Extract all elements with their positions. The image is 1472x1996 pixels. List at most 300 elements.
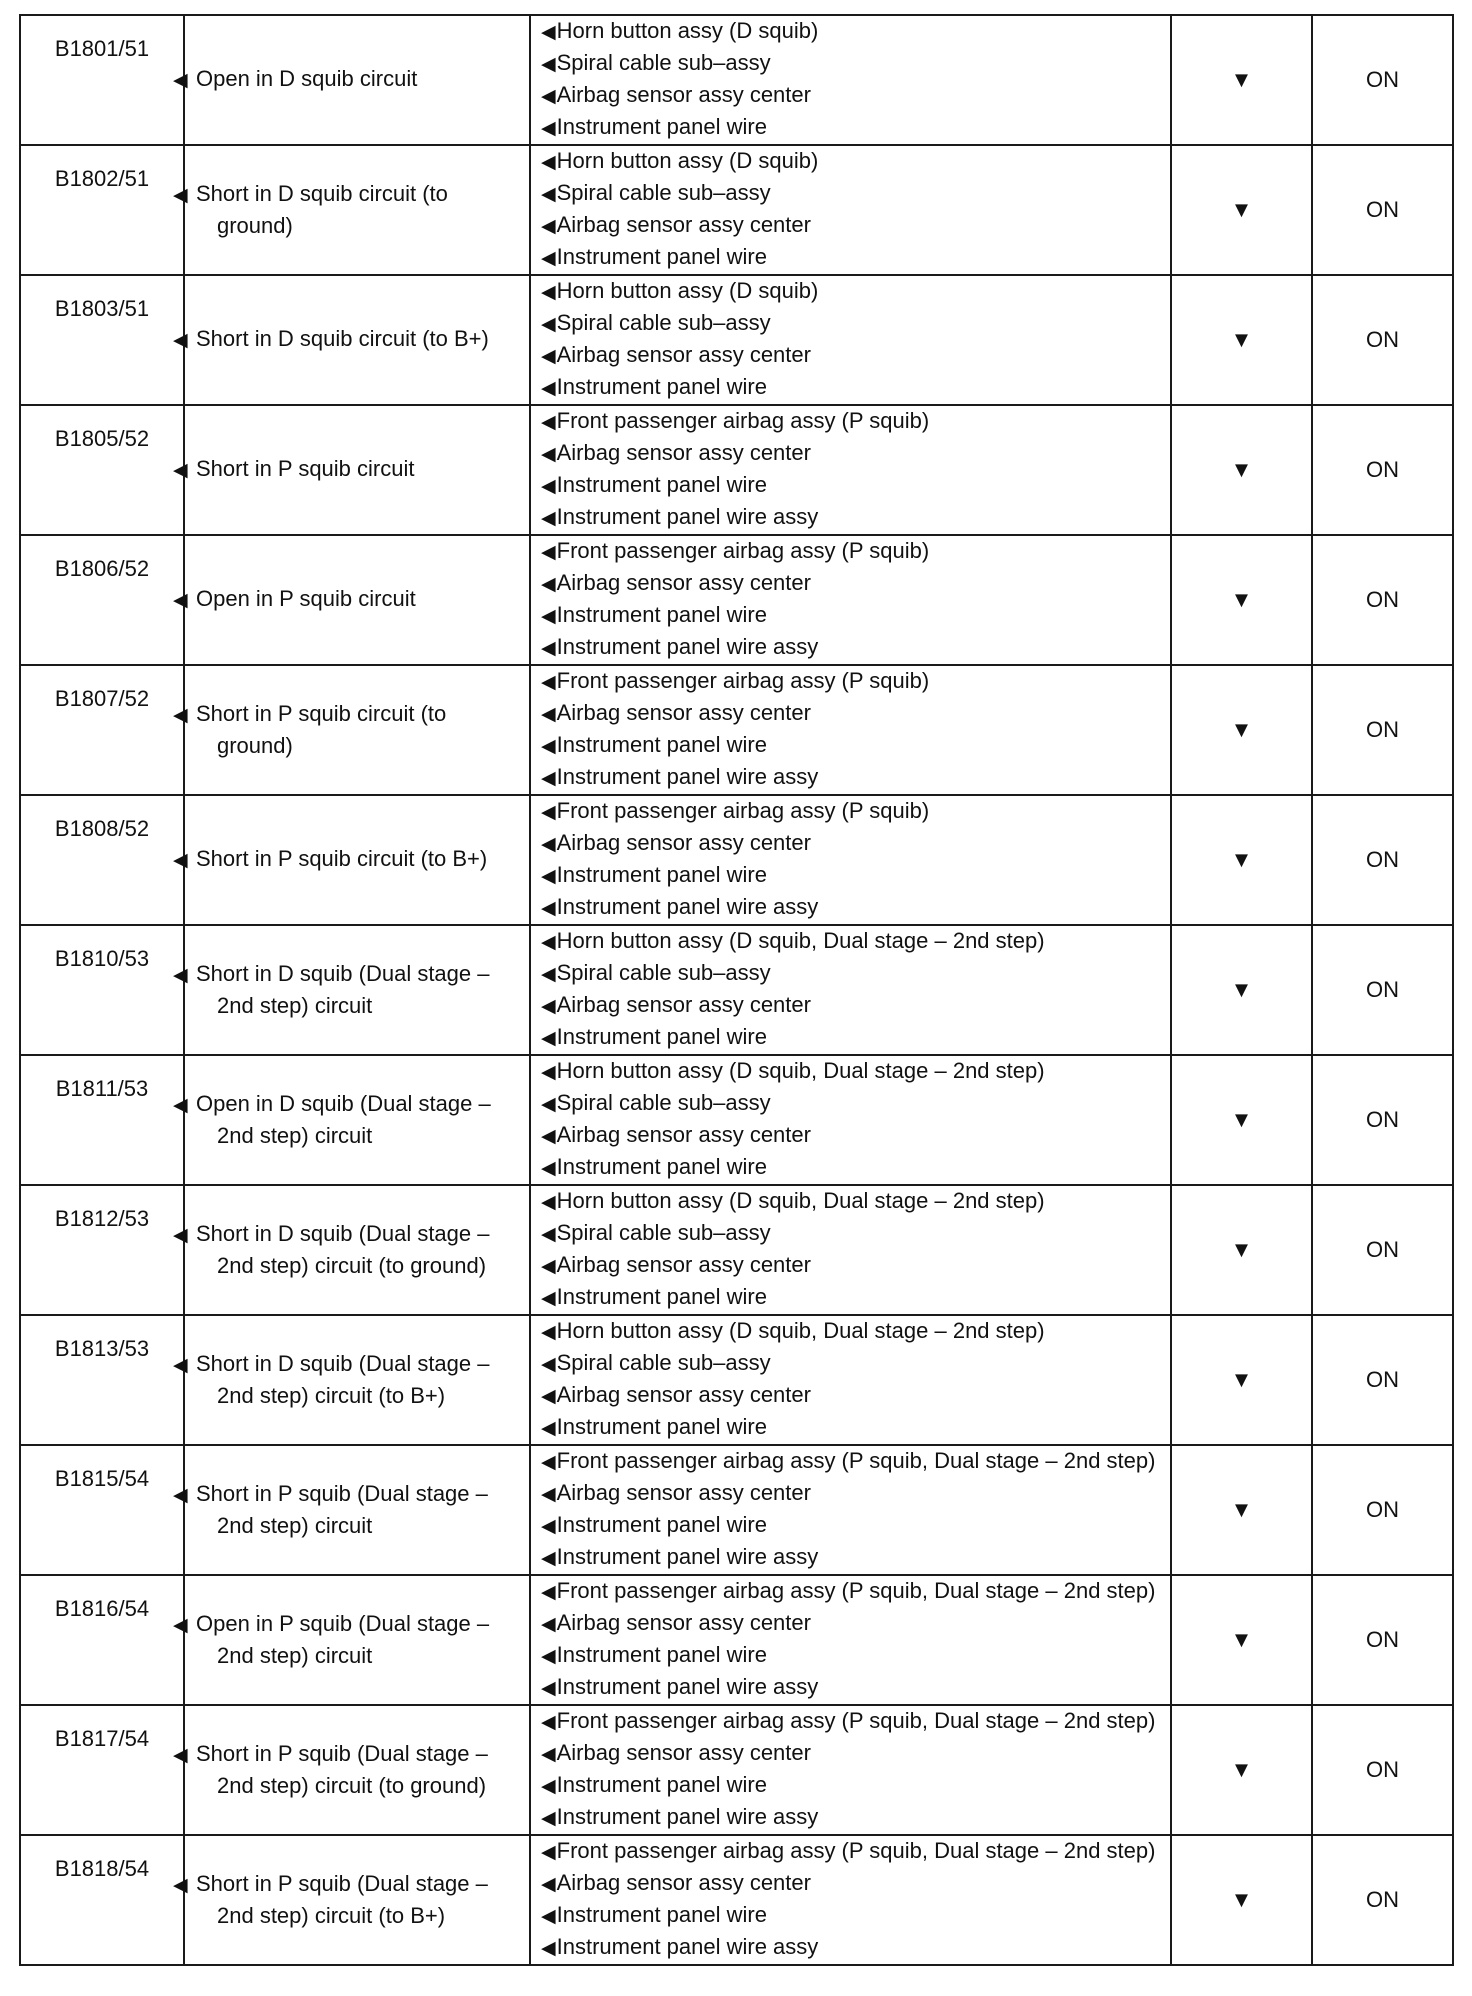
- dtc-code-cell: [20, 275, 184, 405]
- trouble-area-cell: [530, 1835, 1171, 1965]
- trouble-area-item: [541, 146, 1170, 178]
- dtc-code-cell: [20, 925, 184, 1055]
- table-row: [20, 1185, 1453, 1315]
- bullet-icon: ◀: [541, 834, 556, 855]
- warning-light-cell: [1312, 665, 1453, 795]
- bullet-icon: ◀: [541, 22, 556, 43]
- trouble-area-text: Instrument panel wire assy: [556, 1544, 819, 1569]
- bullet-icon: ◀: [541, 866, 556, 887]
- trouble-area-item: [541, 406, 1170, 438]
- triangle-down-icon: ▼: [1230, 1237, 1253, 1262]
- table-row: [20, 15, 1453, 145]
- detection-item-cell: [173, 405, 530, 535]
- trouble-area-item: [541, 1608, 1170, 1640]
- bullet-icon: ◀: [541, 606, 556, 627]
- bullet-icon: ◀: [541, 736, 556, 757]
- trouble-area-text: Instrument panel wire: [556, 244, 767, 269]
- memory-mark-cell: [1171, 1445, 1312, 1575]
- trouble-area-text: Front passenger airbag assy (P squib, Dual stage – 2nd step): [556, 1708, 1156, 1733]
- dtc-code: B1803/51: [54, 296, 150, 321]
- trouble-area-item: [541, 730, 1170, 762]
- trouble-area-item: [541, 340, 1170, 372]
- trouble-area-item: [541, 666, 1170, 698]
- dtc-code: B1810/53: [54, 946, 150, 971]
- trouble-area-item: [541, 1770, 1170, 1802]
- trouble-area-cell: [530, 535, 1171, 665]
- detection-item-cell: [173, 1705, 530, 1835]
- table-row: [20, 405, 1453, 535]
- bullet-icon: ◀: [541, 1582, 556, 1603]
- triangle-down-icon: ▼: [1230, 847, 1253, 872]
- warning-light-cell: [1312, 1575, 1453, 1705]
- trouble-area-item: [541, 1446, 1170, 1478]
- bullet-icon: ◀: [541, 996, 556, 1017]
- trouble-area-item: [541, 178, 1170, 210]
- bullet-icon: ◀: [541, 1484, 556, 1505]
- bullet-icon: ◀: [541, 248, 556, 269]
- triangle-down-icon: ▼: [1230, 457, 1253, 482]
- bullet-icon: ◀: [541, 476, 556, 497]
- memory-mark-cell: [1171, 15, 1312, 145]
- trouble-area-item: [541, 1056, 1170, 1088]
- detection-item-text: Short in P squib (Dual stage – 2nd step) circuit (to ground): [196, 1741, 488, 1798]
- bullet-icon: ◀: [541, 412, 556, 433]
- triangle-down-icon: ▼: [1230, 1497, 1253, 1522]
- trouble-area-item: [541, 1380, 1170, 1412]
- trouble-area-item: [541, 536, 1170, 568]
- triangle-down-icon: ▼: [1230, 1757, 1253, 1782]
- trouble-area-text: Instrument panel wire: [556, 374, 767, 399]
- trouble-area-text: Instrument panel wire: [556, 862, 767, 887]
- trouble-area-text: Front passenger airbag assy (P squib): [556, 408, 930, 433]
- warning-light-status: ON: [1366, 1627, 1399, 1652]
- trouble-area-cell: [530, 1445, 1171, 1575]
- trouble-area-item: [541, 308, 1170, 340]
- detection-item-text: Short in D squib (Dual stage – 2nd step) circuit (to B+): [196, 1351, 490, 1408]
- detection-item: ◀ Short in D squib circuit (to B+): [173, 326, 489, 351]
- memory-mark-cell: [1171, 795, 1312, 925]
- detection-item-cell: [173, 145, 530, 275]
- trouble-area-text: Instrument panel wire assy: [556, 894, 819, 919]
- trouble-area-text: Instrument panel wire: [556, 1284, 767, 1309]
- trouble-area-text: Airbag sensor assy center: [556, 1122, 811, 1147]
- dtc-code-cell: [20, 1835, 184, 1965]
- table-row: [20, 665, 1453, 795]
- trouble-area-text: Instrument panel wire: [556, 1902, 767, 1927]
- bullet-icon: ◀: [541, 1354, 556, 1375]
- trouble-area-cell: [530, 1705, 1171, 1835]
- trouble-area-cell: [530, 795, 1171, 925]
- trouble-area-item: [541, 958, 1170, 990]
- triangle-down-icon: ▼: [1230, 67, 1253, 92]
- memory-mark-cell: [1171, 1835, 1312, 1965]
- triangle-down-icon: ▼: [1230, 1107, 1253, 1132]
- bullet-icon: ◀: [541, 1288, 556, 1309]
- trouble-area-text: Front passenger airbag assy (P squib): [556, 668, 930, 693]
- warning-light-cell: [1312, 1315, 1453, 1445]
- detection-item-cell: [173, 1835, 530, 1965]
- detection-item: ◀ Short in P squib circuit (to ground): [173, 701, 447, 758]
- bullet-icon: ◀: [541, 1516, 556, 1537]
- bullet-icon: ◀: [541, 314, 556, 335]
- trouble-area-text: Horn button assy (D squib, Dual stage – 2nd step): [556, 1058, 1045, 1083]
- dtc-code: B1816/54: [54, 1596, 150, 1621]
- trouble-area-item: [541, 48, 1170, 80]
- trouble-area-item: [541, 502, 1170, 534]
- trouble-area-item: [541, 1186, 1170, 1218]
- trouble-area-item: [541, 470, 1170, 502]
- detection-item-text: Short in D squib circuit (to B+): [196, 326, 489, 351]
- detection-item-text: Short in P squib (Dual stage – 2nd step) circuit (to B+): [196, 1871, 488, 1928]
- dtc-table: [19, 14, 1454, 1966]
- bullet-icon: ◀: [541, 1808, 556, 1829]
- trouble-area-text: Spiral cable sub–assy: [556, 1220, 771, 1245]
- bullet-icon: ◀: [541, 1192, 556, 1213]
- detection-item-cell: [173, 1055, 530, 1185]
- trouble-area-item: [541, 80, 1170, 112]
- triangle-down-icon: ▼: [1230, 197, 1253, 222]
- trouble-area-item: [541, 16, 1170, 48]
- detection-item-text: Short in D squib circuit (to ground): [196, 181, 448, 238]
- detection-item-text: Short in P squib circuit: [196, 456, 415, 481]
- bullet-icon: ◀: [541, 1224, 556, 1245]
- trouble-area-text: Instrument panel wire: [556, 472, 767, 497]
- bullet-icon: ◀: [541, 1062, 556, 1083]
- trouble-area-text: Airbag sensor assy center: [556, 570, 811, 595]
- detection-item: ◀ Short in D squib (Dual stage – 2nd step) circuit: [173, 961, 490, 1018]
- trouble-area-item: [541, 1640, 1170, 1672]
- trouble-area-text: Instrument panel wire: [556, 1154, 767, 1179]
- trouble-area-text: Spiral cable sub–assy: [556, 1350, 771, 1375]
- trouble-area-item: [541, 1900, 1170, 1932]
- memory-mark-cell: [1171, 925, 1312, 1055]
- bullet-icon: ◀: [541, 1322, 556, 1343]
- trouble-area-text: Instrument panel wire assy: [556, 634, 819, 659]
- dtc-code: B1807/52: [54, 686, 150, 711]
- trouble-area-text: Front passenger airbag assy (P squib): [556, 798, 930, 823]
- memory-mark-cell: [1171, 145, 1312, 275]
- warning-light-cell: [1312, 1835, 1453, 1965]
- dtc-code: B1802/51: [54, 166, 150, 191]
- bullet-icon: ◀: [541, 638, 556, 659]
- trouble-area-text: Horn button assy (D squib, Dual stage – 2nd step): [556, 1318, 1045, 1343]
- detection-item-cell: [173, 925, 530, 1055]
- bullet-icon: ◀: [541, 964, 556, 985]
- bullet-icon: ◀: [541, 1614, 556, 1635]
- bullet-icon: ◀: [541, 1646, 556, 1667]
- detection-item-text: Short in P squib circuit (to ground): [196, 701, 447, 758]
- bullet-icon: ◀: [541, 898, 556, 919]
- bullet-icon: ◀: [541, 704, 556, 725]
- bullet-icon: ◀: [541, 1712, 556, 1733]
- dtc-code: B1805/52: [54, 426, 150, 451]
- trouble-area-text: Airbag sensor assy center: [556, 700, 811, 725]
- trouble-area-text: Spiral cable sub–assy: [556, 1090, 771, 1115]
- trouble-area-item: [541, 1348, 1170, 1380]
- trouble-area-text: Instrument panel wire assy: [556, 504, 819, 529]
- dtc-code-cell: [20, 535, 184, 665]
- trouble-area-item: [541, 1088, 1170, 1120]
- bullet-icon: ◀: [541, 86, 556, 107]
- dtc-code-cell: [20, 665, 184, 795]
- dtc-code-cell: [20, 795, 184, 925]
- detection-item: ◀ Short in D squib circuit (to ground): [173, 181, 448, 238]
- trouble-area-text: Instrument panel wire assy: [556, 1804, 819, 1829]
- trouble-area-text: Airbag sensor assy center: [556, 82, 811, 107]
- detection-item-cell: [173, 275, 530, 405]
- warning-light-status: ON: [1366, 1367, 1399, 1392]
- warning-light-cell: [1312, 1445, 1453, 1575]
- trouble-area-text: Instrument panel wire: [556, 1772, 767, 1797]
- table-row: [20, 795, 1453, 925]
- trouble-area-item: [541, 860, 1170, 892]
- trouble-area-item: [541, 600, 1170, 632]
- trouble-area-item: [541, 1250, 1170, 1282]
- table-row: [20, 145, 1453, 275]
- bullet-icon: ◀: [541, 54, 556, 75]
- bullet-icon: ◀: [541, 346, 556, 367]
- warning-light-cell: [1312, 145, 1453, 275]
- trouble-area-item: [541, 1510, 1170, 1542]
- triangle-down-icon: ▼: [1230, 1367, 1253, 1392]
- detection-item-text: Short in D squib (Dual stage – 2nd step) circuit: [196, 961, 490, 1018]
- warning-light-status: ON: [1366, 847, 1399, 872]
- triangle-down-icon: ▼: [1230, 587, 1253, 612]
- warning-light-status: ON: [1366, 1237, 1399, 1262]
- memory-mark-cell: [1171, 1705, 1312, 1835]
- trouble-area-item: [541, 1218, 1170, 1250]
- bullet-icon: ◀: [541, 1158, 556, 1179]
- trouble-area-text: Instrument panel wire assy: [556, 1934, 819, 1959]
- detection-item: ◀ Short in P squib circuit: [173, 456, 415, 481]
- trouble-area-text: Front passenger airbag assy (P squib): [556, 538, 930, 563]
- table-row: [20, 1055, 1453, 1185]
- dtc-code-cell: [20, 15, 184, 145]
- warning-light-status: ON: [1366, 67, 1399, 92]
- bullet-icon: ◀: [541, 802, 556, 823]
- bullet-icon: ◀: [541, 152, 556, 173]
- bullet-icon: ◀: [541, 1744, 556, 1765]
- table-row: [20, 1575, 1453, 1705]
- detection-item: ◀ Short in P squib circuit (to B+): [173, 846, 488, 871]
- bullet-icon: ◀: [541, 1548, 556, 1569]
- trouble-area-item: [541, 990, 1170, 1022]
- trouble-area-cell: [530, 665, 1171, 795]
- trouble-area-text: Instrument panel wire: [556, 1414, 767, 1439]
- triangle-down-icon: ▼: [1230, 977, 1253, 1002]
- warning-light-cell: [1312, 1185, 1453, 1315]
- bullet-icon: ◀: [541, 1094, 556, 1115]
- memory-mark-cell: [1171, 275, 1312, 405]
- dtc-code-cell: [20, 1445, 184, 1575]
- trouble-area-text: Airbag sensor assy center: [556, 342, 811, 367]
- bullet-icon: ◀: [541, 1386, 556, 1407]
- trouble-area-item: [541, 1478, 1170, 1510]
- detection-item: ◀ Short in P squib (Dual stage – 2nd step) circuit (to ground): [173, 1741, 488, 1798]
- table-row: [20, 275, 1453, 405]
- warning-light-status: ON: [1366, 1757, 1399, 1782]
- trouble-area-item: [541, 1282, 1170, 1314]
- trouble-area-text: Front passenger airbag assy (P squib, Dual stage – 2nd step): [556, 1838, 1156, 1863]
- warning-light-status: ON: [1366, 197, 1399, 222]
- detection-item-text: Short in P squib (Dual stage – 2nd step) circuit: [196, 1481, 488, 1538]
- table-row: [20, 535, 1453, 665]
- trouble-area-text: Instrument panel wire: [556, 114, 767, 139]
- detection-item-text: Open in D squib circuit: [196, 66, 418, 91]
- bullet-icon: ◀: [541, 1906, 556, 1927]
- trouble-area-text: Airbag sensor assy center: [556, 212, 811, 237]
- trouble-area-item: [541, 926, 1170, 958]
- trouble-area-item: [541, 1022, 1170, 1054]
- triangle-down-icon: ▼: [1230, 717, 1253, 742]
- trouble-area-text: Instrument panel wire: [556, 1024, 767, 1049]
- memory-mark-cell: [1171, 1315, 1312, 1445]
- trouble-area-text: Spiral cable sub–assy: [556, 310, 771, 335]
- warning-light-status: ON: [1366, 587, 1399, 612]
- trouble-area-cell: [530, 15, 1171, 145]
- trouble-area-text: Horn button assy (D squib): [556, 278, 819, 303]
- memory-mark-cell: [1171, 1055, 1312, 1185]
- bullet-icon: ◀: [541, 378, 556, 399]
- trouble-area-item: [541, 892, 1170, 924]
- detection-item-cell: [173, 1315, 530, 1445]
- detection-item-cell: [173, 665, 530, 795]
- trouble-area-text: Spiral cable sub–assy: [556, 50, 771, 75]
- trouble-area-text: Horn button assy (D squib): [556, 18, 819, 43]
- trouble-area-text: Airbag sensor assy center: [556, 1740, 811, 1765]
- bullet-icon: ◀: [541, 1126, 556, 1147]
- trouble-area-item: [541, 242, 1170, 274]
- trouble-area-item: [541, 276, 1170, 308]
- table-row: [20, 925, 1453, 1055]
- bullet-icon: ◀: [541, 672, 556, 693]
- trouble-area-text: Airbag sensor assy center: [556, 1870, 811, 1895]
- trouble-area-item: [541, 1576, 1170, 1608]
- bullet-icon: ◀: [541, 508, 556, 529]
- warning-light-cell: [1312, 1055, 1453, 1185]
- bullet-icon: ◀: [541, 118, 556, 139]
- memory-mark-cell: [1171, 1575, 1312, 1705]
- detection-item: ◀ Open in P squib (Dual stage – 2nd step) circuit: [173, 1611, 490, 1668]
- trouble-area-item: [541, 828, 1170, 860]
- dtc-code-cell: [20, 405, 184, 535]
- trouble-area-text: Instrument panel wire: [556, 1642, 767, 1667]
- warning-light-status: ON: [1366, 717, 1399, 742]
- warning-light-status: ON: [1366, 977, 1399, 1002]
- detection-item: ◀ Open in P squib circuit: [173, 586, 416, 611]
- trouble-area-item: [541, 112, 1170, 144]
- trouble-area-text: Airbag sensor assy center: [556, 1610, 811, 1635]
- trouble-area-text: Instrument panel wire: [556, 602, 767, 627]
- dtc-code: B1815/54: [54, 1466, 150, 1491]
- trouble-area-text: Spiral cable sub–assy: [556, 180, 771, 205]
- trouble-area-item: [541, 1152, 1170, 1184]
- warning-light-status: ON: [1366, 327, 1399, 352]
- bullet-icon: ◀: [541, 1874, 556, 1895]
- dtc-code: B1801/51: [54, 36, 150, 61]
- warning-light-cell: [1312, 925, 1453, 1055]
- warning-light-status: ON: [1366, 1497, 1399, 1522]
- trouble-area-cell: [530, 1315, 1171, 1445]
- dtc-code: B1811/53: [55, 1076, 149, 1101]
- detection-item: ◀ Open in D squib circuit: [173, 66, 418, 91]
- detection-item-cell: [173, 15, 530, 145]
- warning-light-status: ON: [1366, 1107, 1399, 1132]
- trouble-area-text: Spiral cable sub–assy: [556, 960, 771, 985]
- bullet-icon: ◀: [541, 282, 556, 303]
- trouble-area-item: [541, 762, 1170, 794]
- warning-light-cell: [1312, 535, 1453, 665]
- warning-light-cell: [1312, 1705, 1453, 1835]
- trouble-area-text: Airbag sensor assy center: [556, 830, 811, 855]
- trouble-area-text: Instrument panel wire assy: [556, 764, 819, 789]
- warning-light-cell: [1312, 275, 1453, 405]
- trouble-area-item: [541, 372, 1170, 404]
- bullet-icon: ◀: [541, 216, 556, 237]
- trouble-area-item: [541, 632, 1170, 664]
- trouble-area-cell: [530, 1185, 1171, 1315]
- detection-item-text: Open in D squib (Dual stage – 2nd step) circuit: [196, 1091, 491, 1148]
- detection-item-cell: [173, 1185, 530, 1315]
- trouble-area-text: Airbag sensor assy center: [556, 1480, 811, 1505]
- trouble-area-item: [541, 1868, 1170, 1900]
- detection-item-cell: [173, 1445, 530, 1575]
- trouble-area-item: [541, 210, 1170, 242]
- dtc-code-cell: [20, 1185, 184, 1315]
- trouble-area-cell: [530, 1055, 1171, 1185]
- trouble-area-text: Horn button assy (D squib, Dual stage – 2nd step): [556, 1188, 1045, 1213]
- dtc-code: B1818/54: [54, 1856, 150, 1881]
- dtc-code-cell: [20, 1315, 184, 1445]
- trouble-area-item: [541, 1738, 1170, 1770]
- dtc-code: B1806/52: [54, 556, 150, 581]
- trouble-area-item: [541, 1706, 1170, 1738]
- dtc-code: B1808/52: [54, 816, 150, 841]
- trouble-area-item: [541, 1542, 1170, 1574]
- trouble-area-item: [541, 1932, 1170, 1964]
- bullet-icon: ◀: [541, 1678, 556, 1699]
- trouble-area-item: [541, 698, 1170, 730]
- bullet-icon: ◀: [541, 444, 556, 465]
- dtc-table-body: [20, 15, 1453, 1965]
- trouble-area-text: Instrument panel wire: [556, 732, 767, 757]
- triangle-down-icon: ▼: [1230, 1887, 1253, 1912]
- warning-light-status: ON: [1366, 1887, 1399, 1912]
- bullet-icon: ◀: [541, 574, 556, 595]
- trouble-area-cell: [530, 405, 1171, 535]
- table-row: [20, 1315, 1453, 1445]
- bullet-icon: ◀: [541, 1842, 556, 1863]
- detection-item-text: Short in P squib circuit (to B+): [196, 846, 488, 871]
- bullet-icon: ◀: [541, 1256, 556, 1277]
- bullet-icon: ◀: [541, 1776, 556, 1797]
- detection-item: ◀ Short in P squib (Dual stage – 2nd step) circuit (to B+): [173, 1871, 488, 1928]
- trouble-area-cell: [530, 145, 1171, 275]
- detection-item-text: Open in P squib circuit: [196, 586, 416, 611]
- bullet-icon: ◀: [541, 1028, 556, 1049]
- trouble-area-text: Airbag sensor assy center: [556, 1382, 811, 1407]
- warning-light-cell: [1312, 15, 1453, 145]
- memory-mark-cell: [1171, 535, 1312, 665]
- trouble-area-item: [541, 1120, 1170, 1152]
- trouble-area-item: [541, 796, 1170, 828]
- bullet-icon: ◀: [541, 542, 556, 563]
- bullet-icon: ◀: [541, 1452, 556, 1473]
- bullet-icon: ◀: [541, 768, 556, 789]
- trouble-area-cell: [530, 275, 1171, 405]
- memory-mark-cell: [1171, 405, 1312, 535]
- warning-light-cell: [1312, 405, 1453, 535]
